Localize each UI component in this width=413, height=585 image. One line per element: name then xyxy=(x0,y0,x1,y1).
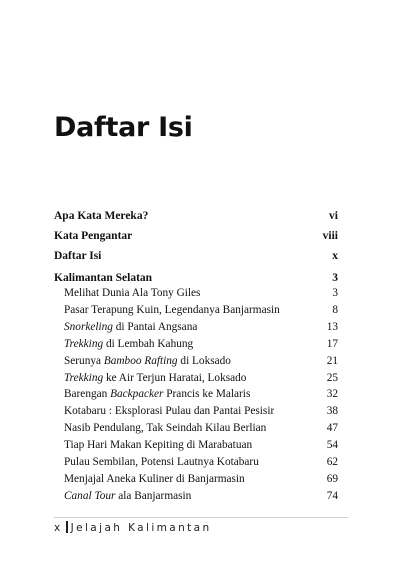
toc-entry-title xyxy=(54,336,193,352)
toc-entry-title-part: Nasib Pendulang, Tak Seindah Kilau Berlian xyxy=(64,422,267,435)
toc-entry-title xyxy=(54,454,259,470)
toc-section xyxy=(54,270,338,286)
footer-page-number: x xyxy=(54,522,63,534)
toc-entry xyxy=(54,488,338,504)
toc-page-number: vi xyxy=(329,210,338,222)
toc-entry-title xyxy=(54,420,266,436)
toc-page-number: 47 xyxy=(326,422,338,435)
toc-entry xyxy=(54,454,338,470)
toc-entry-title-italic: Bamboo Rafting xyxy=(103,354,178,367)
toc-entry-title xyxy=(54,353,231,369)
toc-entry-title-part: Barengan xyxy=(64,388,111,401)
toc-entry-title-part: Menjajal Aneka Kuliner di Banjarmasin xyxy=(64,472,245,485)
toc-page-number: 74 xyxy=(326,489,338,502)
toc-entry-title-part: Pulau Sembilan, Potensi Lautnya Kotabaru xyxy=(64,456,259,468)
footer-separator xyxy=(66,521,68,533)
footer xyxy=(54,521,212,534)
toc-entry xyxy=(54,437,338,453)
toc-entry-title-part: di Loksado xyxy=(177,354,231,367)
toc-entry-title xyxy=(54,370,246,386)
toc-entry-title xyxy=(54,285,200,301)
toc-entry-title-part: ala Banjarmasin xyxy=(115,489,192,502)
toc-entry-title-part: di Pantai Angsana xyxy=(112,320,198,333)
toc-section xyxy=(54,208,338,224)
toc-entry-title xyxy=(54,386,250,402)
toc-page-number: 3 xyxy=(332,272,338,284)
toc-entry xyxy=(54,386,338,402)
toc-page-number: 32 xyxy=(326,388,338,401)
footer-book-title: Jelajah Kalimantan xyxy=(70,522,212,534)
footer-divider xyxy=(54,517,348,518)
page-title: Daftar Isi xyxy=(54,112,193,143)
toc-entry-title-part: di Lembah Kahung xyxy=(103,337,194,350)
toc-entry xyxy=(54,370,338,386)
toc-section xyxy=(54,248,338,264)
toc-entry-title-italic: Trekking xyxy=(64,337,104,350)
toc-entry-title xyxy=(54,437,252,453)
toc-entry-title: Kata Pengantar xyxy=(54,230,133,242)
toc-entry xyxy=(54,471,338,487)
toc-page-number: 25 xyxy=(326,371,338,384)
toc-entry-title xyxy=(54,403,274,419)
toc-entry xyxy=(54,285,338,301)
toc-page-number: 62 xyxy=(326,456,338,468)
toc-entry-title: Kalimantan Selatan xyxy=(54,272,153,284)
toc-page-number: x xyxy=(332,250,338,262)
toc-page-number: viii xyxy=(322,230,338,242)
toc-entry-title xyxy=(54,488,191,504)
table-of-contents xyxy=(54,0,338,585)
toc-entry xyxy=(54,353,338,369)
toc-page-number: 8 xyxy=(332,303,338,316)
toc-entry-title-part: Prancis ke Malaris xyxy=(163,388,251,401)
toc-page-number: 21 xyxy=(326,354,338,367)
toc-entry-title: Apa Kata Mereka? xyxy=(54,210,149,222)
toc-entry-title: Daftar Isi xyxy=(54,250,102,262)
toc-entry xyxy=(54,319,338,335)
toc-entry-title-part: Kotabaru : Eksplorasi Pulau dan Pantai Pesisir xyxy=(64,405,275,418)
toc-entry-title-italic: Trekking xyxy=(64,371,104,384)
toc-entry-title-part: Pasar Terapung Kuin, Legendanya Banjarmasin xyxy=(64,303,280,316)
toc-entry xyxy=(54,420,338,436)
toc-entry-title-part: ke Air Terjun Haratai, Loksado xyxy=(103,371,247,384)
toc-page-number: 17 xyxy=(326,337,338,350)
toc-entry xyxy=(54,403,338,419)
toc-page-number: 3 xyxy=(332,287,338,299)
toc-page-number: 13 xyxy=(326,320,338,333)
toc-page-number: 54 xyxy=(326,439,338,452)
toc-entry-title-italic: Backpacker xyxy=(110,388,164,401)
toc-entry-title xyxy=(54,471,245,487)
toc-entry xyxy=(54,336,338,352)
toc-entry-title-part: Tiap Hari Makan Kepiting di Marabatuan xyxy=(64,439,253,452)
toc-section xyxy=(54,228,338,244)
toc-entry-title xyxy=(54,302,280,318)
toc-entry-title-part: Serunya xyxy=(64,354,104,367)
toc-page-number: 38 xyxy=(326,405,338,418)
toc-entry-title-part: Melihat Dunia Ala Tony Giles xyxy=(64,287,201,299)
toc-page-number: 69 xyxy=(326,472,338,485)
toc-entry-title-italic: Snorkeling xyxy=(64,320,113,333)
toc-entry-title-italic: Canal Tour xyxy=(64,489,116,502)
toc-entry-title xyxy=(54,319,197,335)
toc-entry xyxy=(54,302,338,318)
